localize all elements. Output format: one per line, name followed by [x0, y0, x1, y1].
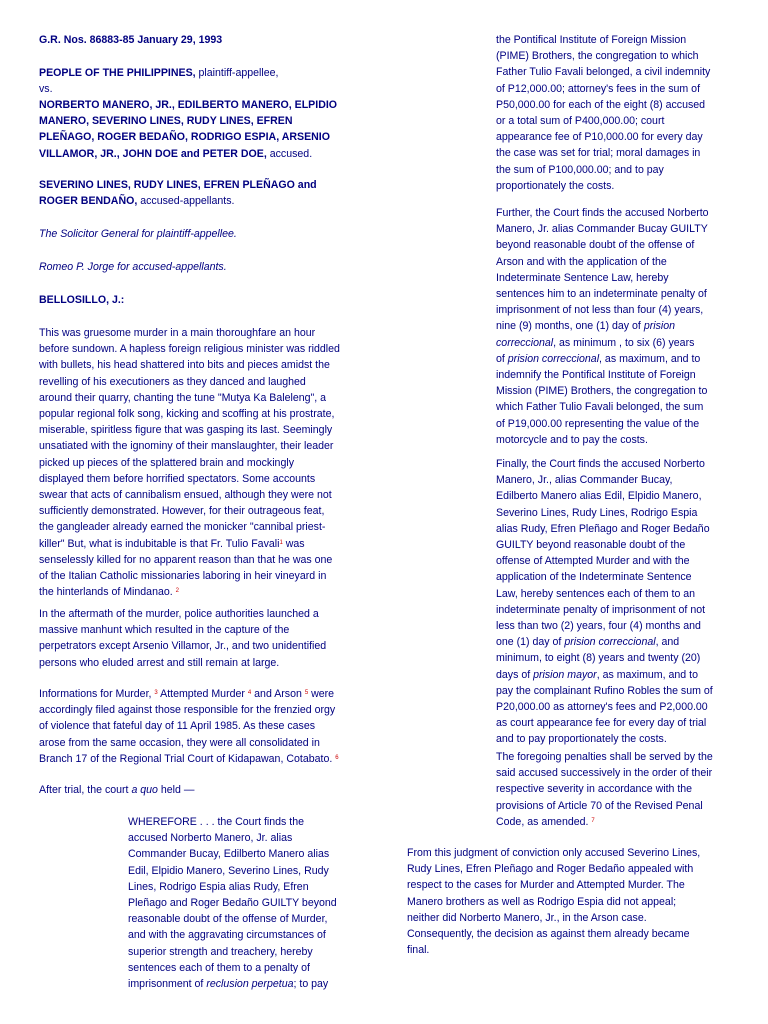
p3-text-d: were accordingly filed against those responsible for the frenzied orgy of violence that fateful day of 11 April 1985. As these cases arose from the same occasion, they were all consolidated in Branch 17 of the Regional Trial Court of Kidapawan, Cotabato. [39, 688, 336, 765]
paragraph-5: From this judgment of conviction only accused Severino Lines, Rudy Lines, Efren Pleñago and Roger Bedaño appealed with respect to the cases for Murder and Attempted Murder. The Manero brothers as well as Rodrigo Espia did not appeal; neither did Norberto Manero, Jr., in the Arson case. Consequently, the decision as against them already became final. [407, 847, 701, 957]
quote-penalties [496, 749, 713, 830]
q1-text-a: WHEREFORE . . . the Court finds the accused Norberto Manero, Jr. alias Commander Bucay, Edilberto Manero alias Edil, Elpidio Manero, Severino Lines, Rudy Lines, Rodrigo Espia alias Rudy, Efren Pleñago and Roger Bedaño GUILTY beyond reasonable doubt of the offense of Murder, and with the aggravating circumstances of superior strength and treachery, hereby sentences each of them to a penalty of imprisonment of [128, 816, 337, 991]
footnote-6[interactable]: 6 [335, 754, 339, 761]
p3-text-a: Informations for Murder, [39, 688, 152, 700]
p1-text-a: This was gruesome murder in a main thoroughfare an hour before sundown. A hapless foreign religious minister was riddled with bullets, his head shattered into bits and pieces amidst the revelling of his executioners as they danced and laughed around their quarry, chanting the tune "Mutya Ka Baleleng", a popular regional folk song, kicking and scoffing at his prostrate, miserable, spiritless figure that was gasping its last. Seemingly unsatiated with the ignominy of their manslaughter, their leader picked up pieces of the splattered brain and mockingly displayed them before horrified spectators. Some accounts swear that acts of cannibalism ensued, although they were not sufficiently demonstrated. However, for their outrageous feat, the gangleader already earned the monicker "cannibal priest- killer" But, what is indubitable is that Fr. Tulio Favali [39, 327, 340, 550]
q3-text-b: , and minimum, to eight (8) years and twenty (20) days of [496, 636, 701, 681]
q1-text-b: ; to pay [293, 978, 329, 991]
p4-italic: a quo [131, 784, 158, 796]
q2-italic-1: prision correccional [496, 320, 676, 349]
q3-text-c: , as maximum, and to pay the complainant Rufino Robles the sum of P20,000.00 as attorney's fees and P2,000.00 as court appearance fee for every day of trial and to pay proportionately the costs. [496, 668, 713, 746]
q1-italic: reclusion perpetua [206, 978, 294, 991]
quote-attempted-murder [496, 456, 713, 748]
counsel-accused: Romeo P. Jorge for accused-appellants. [39, 261, 227, 273]
footnote-3[interactable]: 3 [154, 690, 158, 696]
accused-role: accused. [266, 147, 313, 160]
counsel-plaintiff: The Solicitor General for plaintiff-appellee. [39, 228, 237, 240]
accused-names: NORBERTO MANERO, JR., EDILBERTO MANERO, ELPIDIO MANERO, SEVERINO LINES, RUDY LINES, EFREN PLEÑAGO, ROGER BEDAÑO, RODRIGO ESPIA, ARSENIO VILLAMOR, JR., JOHN DOE and PETER DOE, [39, 99, 338, 160]
p1-text-b: was senselessly killed for no apparent reason than that he was one of the Italian Catholic missionaries laboring in heir vineyard in the hinterlands of Mindanao. [39, 537, 333, 599]
q4-text: The foregoing penalties shall be served by the said accused successively in the order of their respective severity in accordance with the provisions of Article 70 of the Revised Penal Code, as amended. [496, 751, 713, 828]
plaintiff-role: plaintiff-appellee, [195, 67, 279, 79]
paragraph-3 [39, 686, 339, 767]
quote-wherefore-continued: the Pontifical Institute of Foreign Mission (PIME) Brothers, the congregation to which Father Tulio Favali belonged, a civil indemnity of P12,000.00; attorney's fees in the sum of P50,000.00 for each of the eight (8) accused or a total sum of P400,000.00; court appearance fee of P10,000.00 for every day the case was set for trial; moral damages in the sum of P100,000.00; and to pay proportionately the costs. [496, 34, 711, 192]
q2-text-a: Further, the Court finds the accused Norberto Manero, Jr. alias Commander Bucay GUILTY beyond reasonable doubt of the offense of Arson and with the application of the Indeterminate Sentence Law, hereby sentences him to an indeterminate penalty of imprisonment of not less than four (4) years, nine (9) months, one (1) day of [496, 207, 709, 333]
paragraph-1 [39, 325, 340, 600]
q3-text-a: Finally, the Court finds the accused Norberto Manero, Jr., alias Commander Bucay, Edilberto Manero alias Edil, Elpidio Manero, Severino Lines, Rudy Lines, Rodrigo Espia alias Rudy, Efren Pleñago and Roger Bedaño GUILTY beyond reasonable doubt of the offense of Attempted Murder and with the application of the Indeterminate Sentence Law, hereby sentences each of them to an indeterminate penalty of imprisonment of not less than two (2) years, four (4) months and one (1) day of [496, 458, 710, 649]
paragraph-4 [39, 782, 194, 798]
paragraph-2: In the aftermath of the murder, police authorities launched a massive manhunt which resulted in the capture of the perpetrators except Arsenio Villamor, Jr., and two unidentified persons who eluded arrest and still remain at large. [39, 608, 327, 669]
plaintiff-line [39, 65, 278, 81]
q2-text-c: , as maximum, and to indemnify the Pontifical Institute of Foreign Mission (PIME) Brothers, the congregation to which Father Tulio Favali belonged, the sum of P19,000.00 representing the value of the motorcycle and to pay the costs. [496, 352, 708, 446]
footnote-4[interactable]: 4 [247, 690, 252, 696]
footnote-2[interactable]: 2 [175, 588, 179, 595]
gr-number: G.R. Nos. 86883-85 January 29, 1993 [39, 34, 223, 46]
q2-text-b: , as minimum , to six (6) years of [496, 336, 695, 365]
q2-italic-2: prision correccional [507, 352, 600, 365]
ponente: BELLOSILLO, J.: [39, 294, 125, 306]
p3-text-b: Attempted Murder [157, 688, 245, 700]
q3-italic-1: prision correccional [564, 636, 656, 649]
footnote-5[interactable]: 5 [304, 690, 309, 696]
appellants-block [39, 177, 317, 209]
accused-block [39, 97, 337, 162]
quote-arson [496, 205, 709, 448]
q3-italic-2: prision mayor [533, 668, 597, 681]
footnote-7[interactable]: 7 [591, 817, 595, 824]
versus: vs. [39, 83, 53, 95]
p3-text-c: and Arson [251, 688, 302, 700]
appellant-names: SEVERINO LINES, RUDY LINES, EFREN PLEÑAGO and ROGER BENDAÑO, [39, 179, 317, 208]
p4-text-b: held — [157, 784, 195, 796]
footnote-1[interactable]: 1 [279, 539, 283, 546]
quote-wherefore [128, 814, 337, 992]
p4-text-a: After trial, the court [39, 784, 132, 796]
plaintiff-name: PEOPLE OF THE PHILIPPINES, [39, 67, 196, 79]
appellant-role: accused-appellants. [137, 195, 235, 208]
